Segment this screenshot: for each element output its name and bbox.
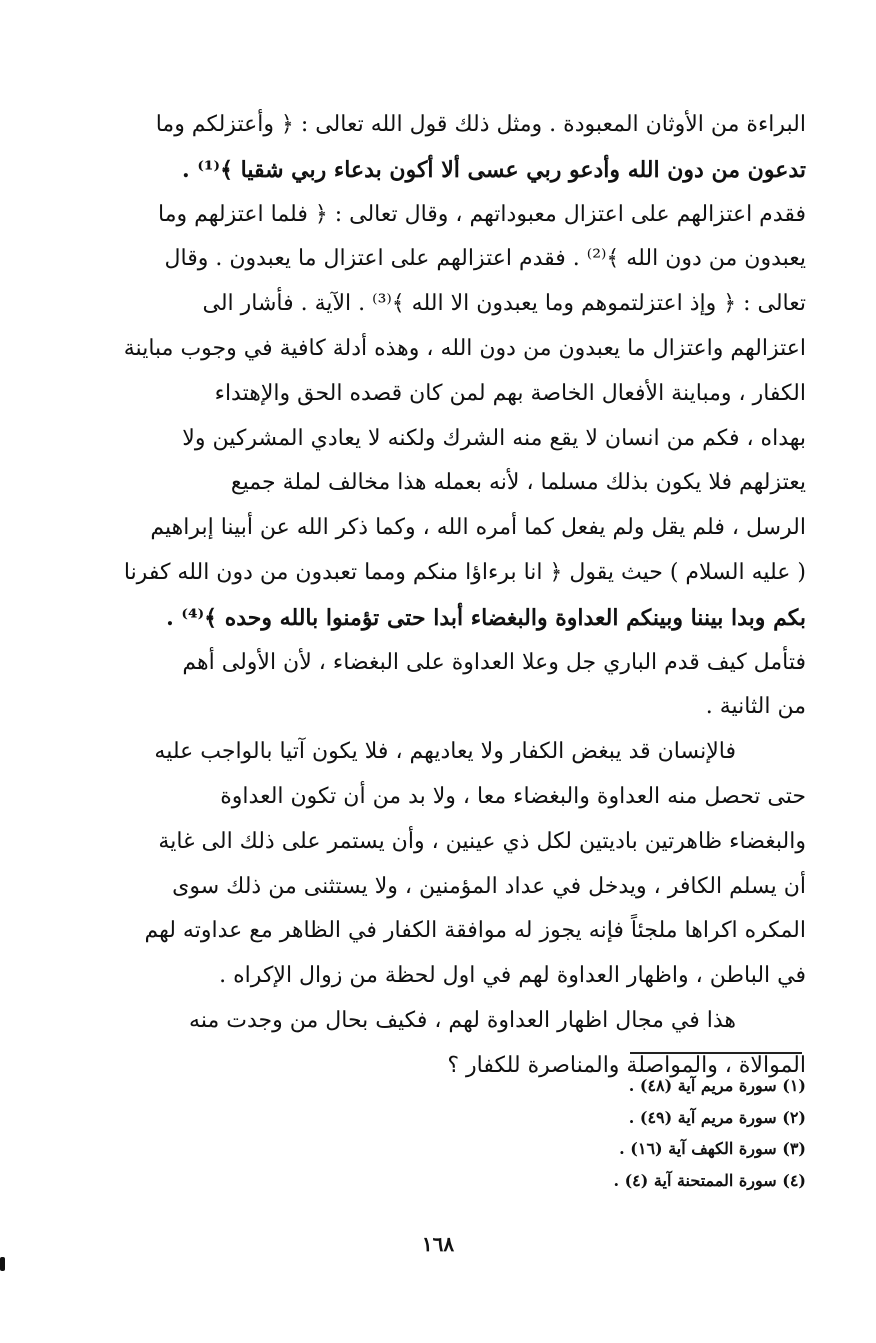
page-number: ١٦٨ — [421, 1232, 455, 1256]
text-line: الكفار ، ومباينة الأفعال الخاصة بهم لمن كان قصده الحق والإهتداء — [214, 380, 806, 406]
text-line: من الثانية . — [705, 694, 806, 720]
text-line: المكره اكراها ملجئاً فإنه يجوز له موافقة الكفار في الظاهر مع عداوته لهم — [144, 918, 806, 944]
text-line: فالإنسان قد يبغض الكفار ولا يعاديهم ، فلا يكون آتيا بالواجب عليه — [154, 739, 736, 765]
text-line: حتى تحصل منه العداوة والبغضاء معا ، ولا بد من أن تكون العداوة — [220, 783, 806, 809]
text-line: ( عليه السلام ) حيث يقول ﴿ انا برءاؤا منكم ومما تعبدون من دون الله كفرنا — [123, 559, 806, 585]
footnote: (٤) سورة الممتحنة آية (٤) . — [613, 1170, 806, 1190]
text-line: اعتزالهم واعتزال ما يعبدون من دون الله ، وهذه أدلة كافية في وجوب مباينة — [123, 335, 806, 361]
text-line: والبغضاء ظاهرتين باديتين لكل ذي عينين ، وأن يستمر على ذلك الى غاية — [158, 828, 806, 854]
footnote: (٣) سورة الكهف آية (١٦) . — [619, 1139, 806, 1158]
text-line: فقدم اعتزالهم على اعتزال معبوداتهم ، وقال تعالى : ﴿ فلما اعتزلهم وما — [158, 201, 806, 227]
text-line: أن يسلم الكافر ، ويدخل في عداد المؤمنين ، ولا يستثنى من ذلك سوى — [172, 873, 806, 899]
footnotes — [440, 1070, 806, 1196]
footnote: (٢) سورة مريم آية (٤٩) . — [628, 1107, 806, 1127]
text-line: فتأمل كيف قدم الباري جل وعلا العداوة على البغضاء ، لأن الأولى أهم — [182, 649, 806, 675]
text-line: في الباطن ، واظهار العداوة لهم في اول لحظة من زوال الإكراه . — [219, 963, 806, 989]
text-line: بكم وبدا بيننا وبينكم العداوة والبغضاء أبدا حتى تؤمنوا بالله وحده ﴾⁽⁴⁾ . — [166, 604, 806, 631]
text-line: تدعون من دون الله وأدعو ربي عسى ألا أكون بدعاء ربي شقيا ﴾⁽¹⁾ . — [182, 156, 806, 183]
text-line: تعالى : ﴿ وإذ اعتزلتموهم وما يعبدون الا الله ﴾⁽³⁾ . الآية . فأشار الى — [202, 291, 806, 317]
footnote: (١) سورة مريم آية (٤٨) . — [628, 1076, 806, 1095]
text-line: الموالاة ، والمواصلة والمناصرة للكفار ؟ — [447, 1052, 806, 1078]
footnote-separator — [630, 1052, 802, 1054]
main-text — [104, 103, 806, 1089]
scan-edge-mark — [0, 1257, 5, 1271]
text-line: الرسل ، فلم يقل ولم يفعل كما أمره الله ، وكما ذكر الله عن أبينا إبراهيم — [150, 515, 806, 541]
text-line: هذا في مجال اظهار العداوة لهم ، فكيف بحال من وجدت منه — [189, 1007, 736, 1033]
text-line: البراءة من الأوثان المعبودة . ومثل ذلك قول الله تعالى : ﴿ وأعتزلكم وما — [155, 112, 806, 137]
text-line: بهداه ، فكم من انسان لا يقع منه الشرك ولكنه لا يعادي المشركين ولا — [182, 425, 806, 451]
text-line: يعبدون من دون الله ﴾⁽²⁾ . فقدم اعتزالهم على اعتزال ما يعبدون . وقال — [164, 246, 806, 272]
text-line: يعتزلهم فلا يكون بذلك مسلما ، لأنه بعمله هذا مخالف لملة جميع — [230, 470, 806, 496]
